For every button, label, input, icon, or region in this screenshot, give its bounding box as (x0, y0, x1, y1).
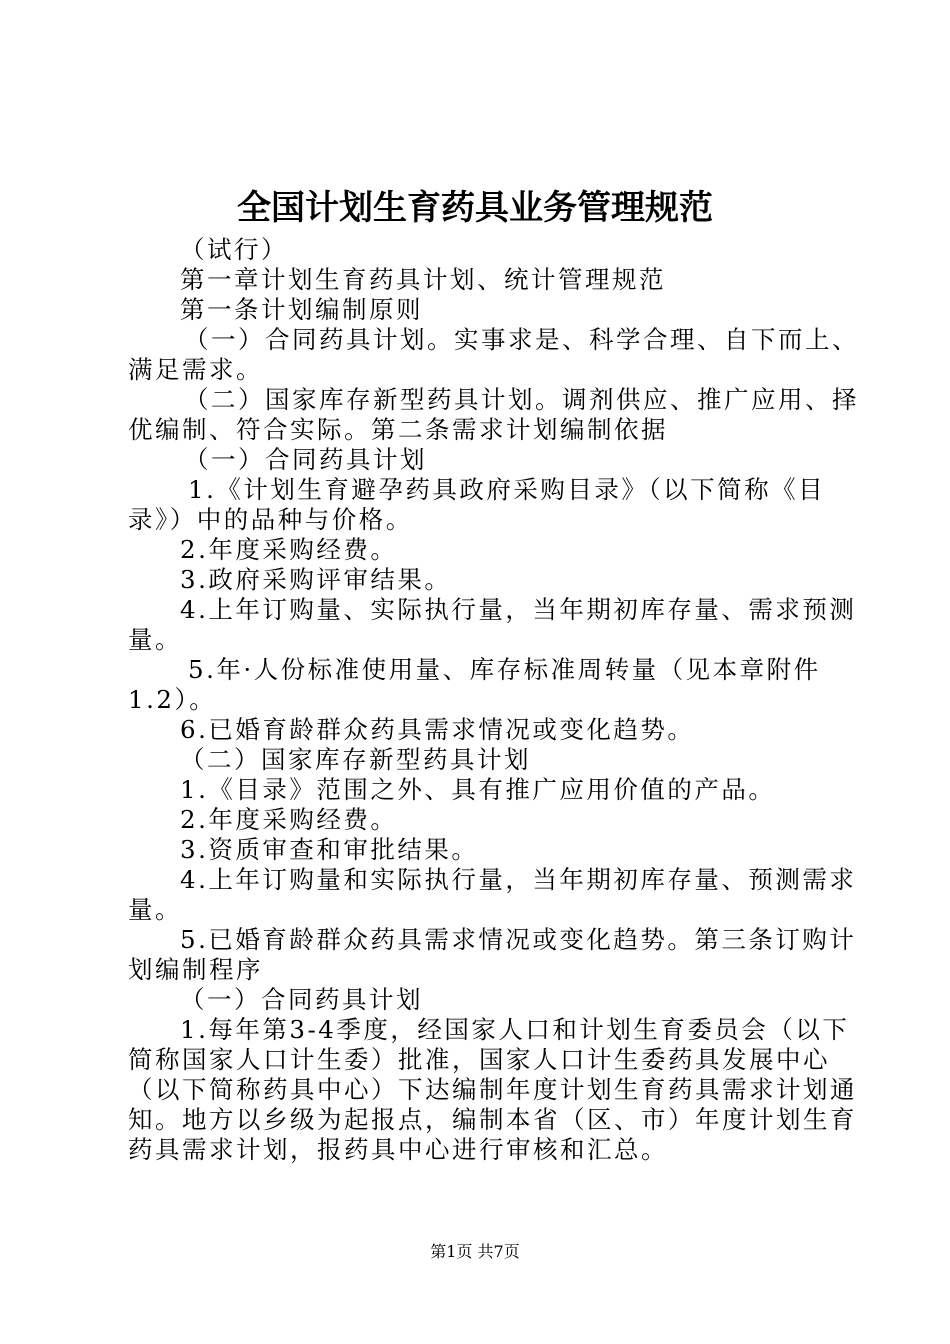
paragraph-line: 知。地方以乡级为起报点，编制本省（区、市）年度计划生育 (128, 1105, 857, 1134)
paragraph-line: （一）合同药具计划。实事求是、科学合理、自下而上、 (184, 325, 859, 354)
paragraph-line: 1.2）。 (128, 685, 217, 714)
paragraph-line: （二）国家库存新型药具计划。调剂供应、推广应用、择 (184, 385, 859, 414)
paragraph-line: （以下简称药具中心）下达编制年度计划生育药具需求计划通 (128, 1075, 857, 1104)
paragraph-line: 简称国家人口计生委）批准，国家人口计生委药具发展中心 (128, 1045, 830, 1074)
paragraph-line: 优编制、符合实际。第二条需求计划编制依据 (128, 415, 668, 444)
paragraph-line: 4.上年订购量、实际执行量，当年期初库存量、需求预测 (180, 595, 857, 624)
paragraph-line: 4.上年订购量和实际执行量，当年期初库存量、预测需求 (180, 865, 857, 894)
paragraph-line: 第一条计划编制原则 (180, 295, 423, 324)
paragraph-line: 5.已婚育龄群众药具需求情况或变化趋势。第三条订购计 (180, 925, 857, 954)
paragraph-line: 第一章计划生育药具计划、统计管理规范 (180, 265, 666, 294)
paragraph-line: 1.《计划生育避孕药具政府采购目录》（以下简称《目 (188, 475, 826, 504)
document-body (128, 235, 859, 1165)
paragraph-line: 满足需求。 (128, 355, 263, 384)
paragraph-line: 2.年度采购经费。 (180, 535, 398, 564)
paragraph-line: （试行） (180, 235, 288, 264)
paragraph-line: 6.已婚育龄群众药具需求情况或变化趋势。 (180, 715, 695, 744)
paragraph-line: （二）国家库存新型药具计划 (180, 745, 531, 774)
paragraph-line: （一）合同药具计划 (180, 985, 423, 1014)
paragraph-line: 量。 (128, 895, 182, 924)
paragraph-line: 3.政府采购评审结果。 (180, 565, 452, 594)
paragraph-line: （一）合同药具计划 (184, 445, 427, 474)
paragraph-line: 2.年度采购经费。 (180, 805, 398, 834)
paragraph-line: 1.《目录》范围之外、具有推广应用价值的产品。 (180, 775, 776, 804)
paragraph-line: 3.资质审查和审批结果。 (180, 835, 479, 864)
page-footer: 第1页 共7页 (430, 1242, 520, 1261)
paragraph-line: 划编制程序 (128, 955, 263, 984)
paragraph-line: 5.年·人份标准使用量、库存标准周转量（见本章附件 (188, 655, 821, 684)
paragraph-line: 1.每年第3-4季度，经国家人口和计划生育委员会（以下 (180, 1015, 850, 1044)
paragraph-line: 药具需求计划，报药具中心进行审核和汇总。 (128, 1135, 668, 1164)
paragraph-line: 量。 (128, 625, 182, 654)
document-title: 全国计划生育药具业务管理规范 (237, 188, 713, 228)
paragraph-line: 录》）中的品种与价格。 (128, 505, 413, 534)
